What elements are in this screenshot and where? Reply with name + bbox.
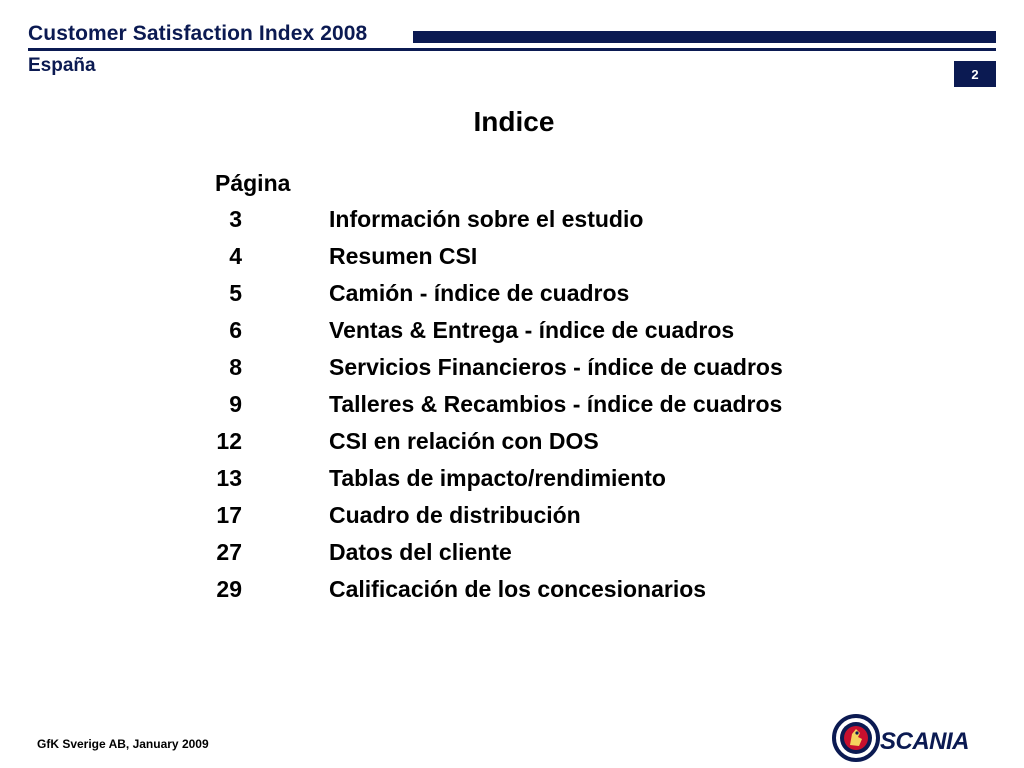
toc-page-number: 17 — [216, 502, 242, 528]
toc-page-number: 5 — [229, 280, 242, 306]
page-number-badge: 2 — [954, 61, 996, 87]
scania-griffin-icon — [834, 716, 878, 760]
toc-label: Resumen CSI — [329, 243, 478, 269]
header-divider — [28, 48, 996, 51]
scania-logo — [832, 712, 1002, 764]
toc-page-number: 27 — [216, 539, 242, 565]
toc-label: CSI en relación con DOS — [329, 428, 599, 454]
toc-page-number: 8 — [229, 354, 242, 380]
scania-wordmark: SCANIA — [880, 728, 970, 755]
toc-page-number: 29 — [216, 576, 242, 602]
toc-label: Tablas de impacto/rendimiento — [329, 465, 666, 491]
toc-label: Datos del cliente — [329, 539, 512, 565]
report-subtitle: España — [28, 55, 96, 76]
page-column-heading: Página — [215, 170, 291, 196]
page-title: Indice — [473, 106, 555, 137]
toc-label: Servicios Financieros - índice de cuadros — [329, 354, 783, 380]
list-item — [0, 387, 1024, 421]
list-item — [0, 313, 1024, 347]
toc-page-number: 3 — [229, 206, 242, 232]
toc-label: Calificación de los concesionarios — [329, 576, 707, 602]
toc-label: Ventas & Entrega - índice de cuadros — [329, 317, 735, 343]
list-item — [0, 239, 1024, 273]
report-title: Customer Satisfaction Index 2008 — [28, 22, 368, 45]
toc-label: Información sobre el estudio — [329, 206, 644, 232]
list-item — [0, 202, 1024, 236]
toc-label: Camión - índice de cuadros — [329, 280, 630, 306]
list-item — [0, 572, 1024, 606]
header-bar — [413, 31, 996, 43]
toc-page-number: 13 — [216, 465, 242, 491]
list-item — [0, 535, 1024, 569]
list-item — [0, 498, 1024, 532]
list-item — [0, 350, 1024, 384]
toc-page-number: 6 — [229, 317, 242, 343]
footer-credit: GfK Sverige AB, January 2009 — [37, 737, 209, 751]
list-item — [0, 276, 1024, 310]
toc-page-number: 12 — [216, 428, 242, 454]
list-item — [0, 424, 1024, 458]
toc-page-number: 9 — [229, 391, 242, 417]
toc-page-number: 4 — [229, 243, 242, 269]
list-item — [0, 461, 1024, 495]
toc-label: Cuadro de distribución — [329, 502, 581, 528]
toc-label: Talleres & Recambios - índice de cuadros — [329, 391, 783, 417]
